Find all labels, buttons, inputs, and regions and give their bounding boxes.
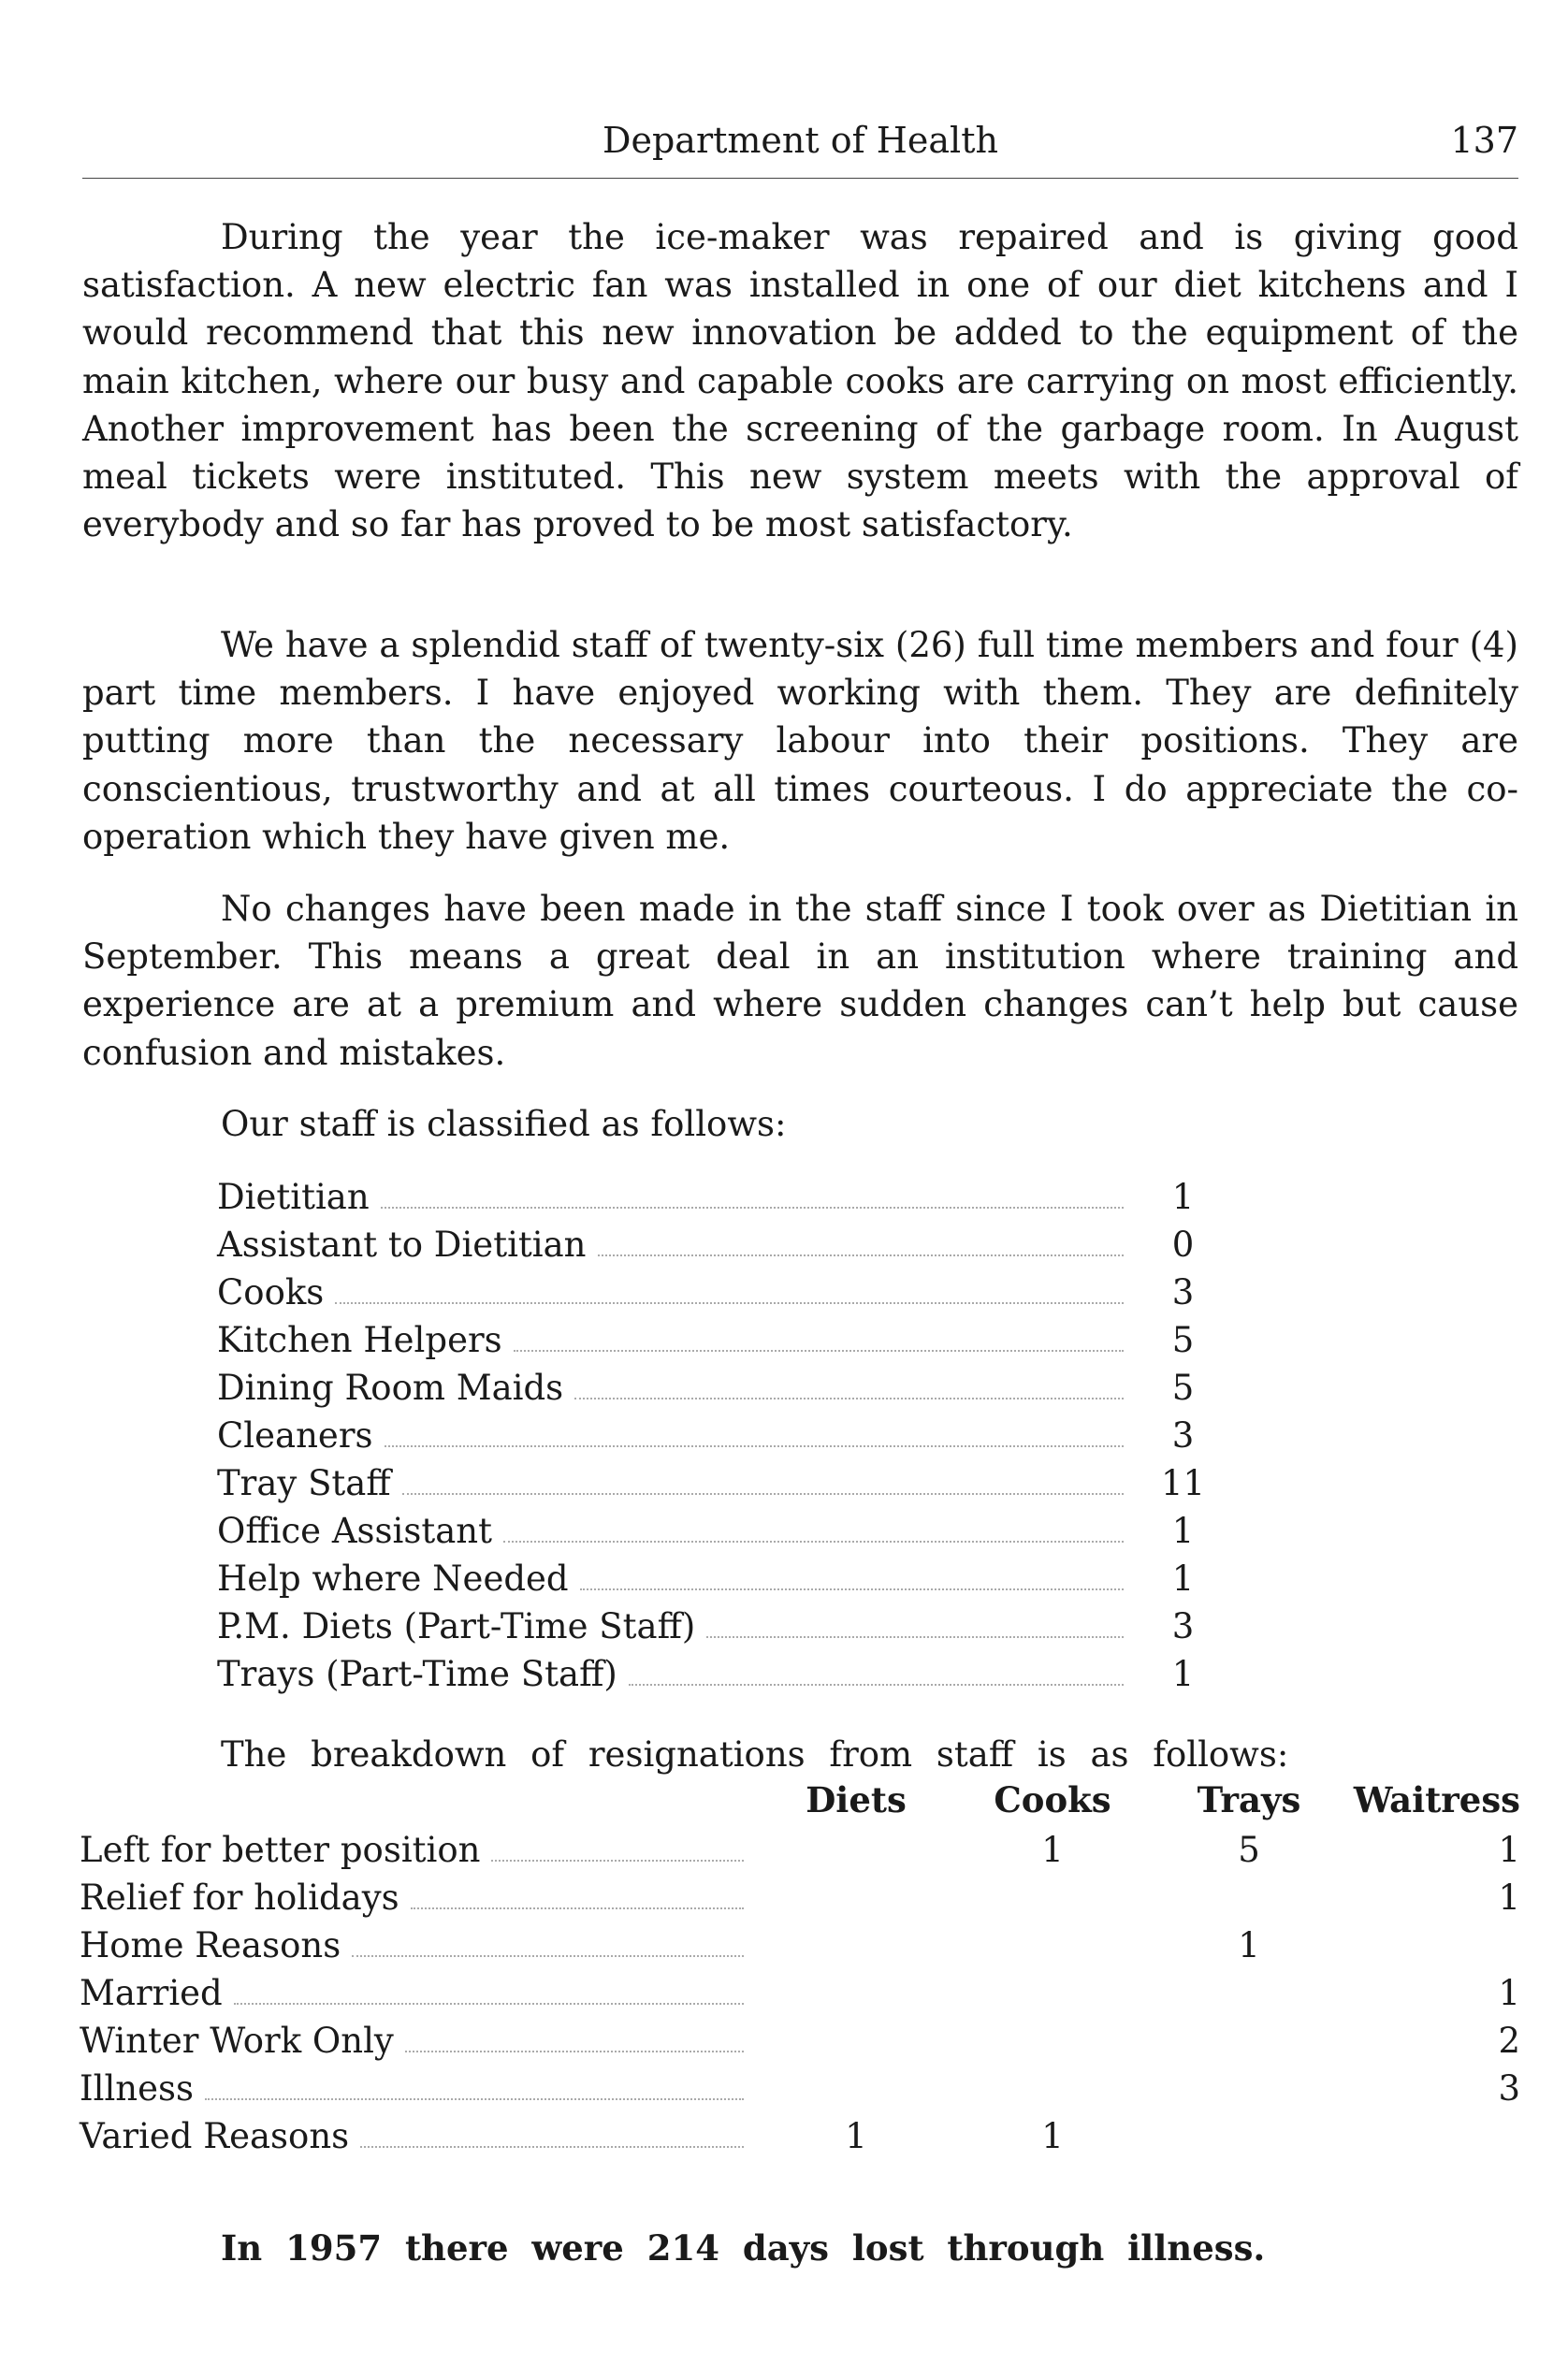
staff-count: 1 bbox=[1171, 1654, 1195, 1694]
table-row bbox=[80, 2068, 1520, 2116]
staff-row bbox=[217, 1320, 1227, 1368]
staff-row bbox=[217, 1463, 1227, 1511]
staff-label: Dining Room Maids bbox=[217, 1368, 564, 1408]
cell-trays: 5 bbox=[1238, 1830, 1260, 1870]
staff-row bbox=[217, 1225, 1227, 1272]
row-label: Varied Reasons bbox=[80, 2116, 350, 2156]
row-label: Left for better position bbox=[80, 1830, 481, 1870]
table-row bbox=[80, 1973, 1520, 2021]
staff-row bbox=[217, 1559, 1227, 1606]
cell-waitress: 1 bbox=[1498, 1878, 1520, 1918]
staff-label: Dietitian bbox=[217, 1177, 370, 1217]
staff-count: 0 bbox=[1171, 1225, 1195, 1265]
staff-row bbox=[217, 1654, 1227, 1702]
paragraph-kitchen-improvements: During the year the ice-maker was repaired and is giving good satisfaction. A new electric fan was installed in one of our diet kitchens and I would recommend that this new innovation be added to the equipment of the main kitchen, where our busy and capable cooks are carrying on most efficiently. Another improvement has been the screening of the garbage room. In August meal tickets were instituted. This new system meets with the approval of everybody and so far has proved to be most satisfactory. bbox=[82, 217, 1518, 545]
staff-label: Help where Needed bbox=[217, 1559, 569, 1599]
staff-count: 1 bbox=[1171, 1559, 1195, 1599]
staff-label: Assistant to Dietitian bbox=[217, 1225, 587, 1265]
dot-leader bbox=[335, 1302, 1124, 1304]
row-label: Home Reasons bbox=[80, 1925, 341, 1965]
dot-leader bbox=[598, 1254, 1125, 1256]
column-header-waitress: Waitress bbox=[1353, 1779, 1520, 1820]
cell-waitress: 3 bbox=[1498, 2068, 1520, 2109]
row-label: Relief for holidays bbox=[80, 1878, 399, 1918]
cell-diets: 1 bbox=[845, 2116, 867, 2156]
closing-statement: In 1957 there were 214 days lost through illness. bbox=[221, 2227, 1266, 2269]
cell-waitress: 1 bbox=[1498, 1973, 1520, 2013]
dot-leader bbox=[574, 1398, 1124, 1399]
row-label: Illness bbox=[80, 2068, 194, 2109]
dot-leader bbox=[402, 1493, 1124, 1495]
table-row bbox=[80, 2021, 1520, 2068]
table-row bbox=[80, 2116, 1520, 2164]
staff-count: 5 bbox=[1171, 1368, 1195, 1408]
dot-leader bbox=[381, 1207, 1124, 1209]
column-header-diets: Diets bbox=[806, 1779, 907, 1820]
staff-row bbox=[217, 1177, 1227, 1225]
header-rule bbox=[82, 178, 1518, 179]
staff-label: Tray Staff bbox=[217, 1463, 391, 1503]
staff-count: 1 bbox=[1171, 1177, 1195, 1217]
staff-label: Cooks bbox=[217, 1272, 325, 1312]
cell-waitress: 2 bbox=[1498, 2021, 1520, 2061]
staff-label: Office Assistant bbox=[217, 1511, 492, 1551]
staff-row bbox=[217, 1511, 1227, 1559]
dot-leader bbox=[706, 1636, 1124, 1638]
staff-count: 5 bbox=[1171, 1320, 1195, 1360]
cell-cooks: 1 bbox=[1041, 1830, 1064, 1870]
table-row bbox=[80, 1925, 1520, 1973]
running-head-title: Department of Health bbox=[603, 120, 998, 161]
staff-label: P.M. Diets (Part-Time Staff) bbox=[217, 1606, 696, 1646]
row-label: Winter Work Only bbox=[80, 2021, 394, 2061]
staff-count: 3 bbox=[1171, 1606, 1195, 1646]
paragraph-staff-changes: No changes have been made in the staff since I took over as Dietitian in September. This means a great deal in an institution where training and experience are at a premium and where sudden changes can’t help but cause confusion and mistakes. bbox=[82, 889, 1518, 1073]
dot-leader bbox=[514, 1350, 1124, 1352]
dot-leader bbox=[205, 2098, 744, 2100]
dot-leader bbox=[360, 2146, 744, 2148]
staff-count: 3 bbox=[1171, 1272, 1195, 1312]
staff-row bbox=[217, 1415, 1227, 1463]
resignations-intro: The breakdown of resignations from staff is as follows: bbox=[221, 1734, 1289, 1775]
staff-count: 1 bbox=[1171, 1511, 1195, 1551]
staff-count: 3 bbox=[1171, 1415, 1195, 1456]
staff-label: Trays (Part-Time Staff) bbox=[217, 1654, 617, 1694]
column-header-trays: Trays bbox=[1197, 1779, 1301, 1820]
staff-label: Kitchen Helpers bbox=[217, 1320, 502, 1360]
table-row bbox=[80, 1878, 1520, 1925]
dot-leader bbox=[234, 2003, 744, 2005]
dot-leader bbox=[580, 1588, 1124, 1590]
dot-leader bbox=[629, 1684, 1124, 1686]
staff-row bbox=[217, 1368, 1227, 1415]
table-row bbox=[80, 1830, 1520, 1878]
staff-classification-list bbox=[217, 1177, 1227, 1702]
staff-label: Cleaners bbox=[217, 1415, 373, 1456]
dot-leader bbox=[411, 1907, 744, 1909]
staff-row bbox=[217, 1272, 1227, 1320]
dot-leader bbox=[491, 1860, 744, 1862]
staff-intro: Our staff is classified as follows: bbox=[221, 1104, 787, 1144]
cell-cooks: 1 bbox=[1041, 2116, 1064, 2156]
resignations-header-row bbox=[80, 1779, 1520, 1830]
staff-count: 11 bbox=[1160, 1463, 1206, 1503]
paragraph-staff-appreciation: We have a splendid staff of twenty-six (26) full time members and four (4) part time members. I have enjoyed working with them. They are definitely putting more than the necessary labour into their positions. They are conscientious, trustworthy and at all times courteous. I do appreciate the co-operation which they have given me. bbox=[82, 625, 1518, 857]
staff-row bbox=[217, 1606, 1227, 1654]
dot-leader bbox=[405, 2051, 744, 2052]
dot-leader bbox=[352, 1955, 744, 1957]
resignations-table bbox=[80, 1779, 1520, 2164]
dot-leader bbox=[503, 1541, 1124, 1543]
row-label: Married bbox=[80, 1973, 223, 2013]
page-number: 137 bbox=[1450, 120, 1518, 161]
cell-waitress: 1 bbox=[1498, 1830, 1520, 1870]
running-head bbox=[82, 112, 1518, 168]
cell-trays: 1 bbox=[1238, 1925, 1260, 1965]
column-header-cooks: Cooks bbox=[994, 1779, 1111, 1820]
dot-leader bbox=[385, 1445, 1125, 1447]
